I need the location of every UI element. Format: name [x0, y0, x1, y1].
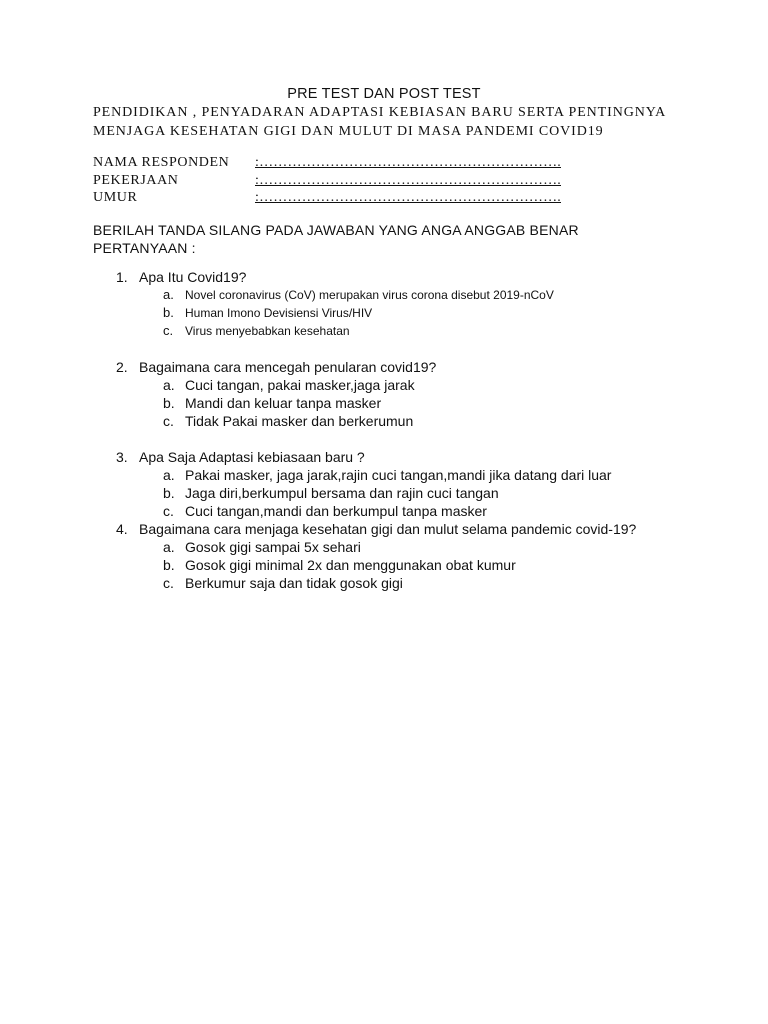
option-list [0, 538, 768, 592]
option-c[interactable] [0, 574, 768, 592]
document-subtitle [93, 104, 733, 141]
option-text: Pakai masker, jaga jarak,rajin cuci tangan,mandi jika datang dari luar [185, 467, 612, 483]
field-pekerjaan [93, 172, 561, 190]
question-3 [0, 448, 768, 520]
option-b[interactable] [0, 304, 768, 322]
instruction-line: BERILAH TANDA SILANG PADA JAWABAN YANG ANGA ANGGAB BENAR [93, 222, 579, 238]
option-letter: a. [163, 287, 174, 302]
option-letter: b. [163, 557, 175, 573]
option-text: Human Imono Devisiensi Virus/HIV [185, 306, 373, 320]
field-blank-line[interactable]: :………………………………………………………. [255, 172, 561, 188]
question-list [0, 268, 768, 592]
question-1 [0, 268, 768, 340]
question-text: Apa Itu Covid19? [139, 269, 247, 285]
field-blank-line[interactable]: :………………………………………………………. [255, 155, 561, 170]
field-blank-line[interactable]: :………………………………………………………. [255, 190, 561, 205]
field-nama-responden [93, 154, 561, 172]
option-letter: a. [163, 539, 175, 555]
question-number: 3. [116, 449, 128, 465]
option-list [0, 376, 768, 430]
option-a[interactable] [0, 376, 768, 394]
question-number: 4. [116, 521, 128, 537]
option-b[interactable] [0, 556, 768, 574]
option-letter: a. [163, 377, 175, 393]
option-letter: b. [163, 305, 174, 320]
option-text: Virus menyebabkan kesehatan [185, 324, 350, 338]
field-label: NAMA RESPONDEN [93, 155, 230, 170]
spacer [0, 430, 768, 448]
respondent-fields [93, 154, 561, 207]
option-c[interactable] [0, 502, 768, 520]
option-text: Tidak Pakai masker dan berkerumun [185, 413, 414, 429]
question-row [0, 520, 679, 538]
option-letter: c. [163, 575, 174, 591]
question-4 [0, 520, 768, 592]
option-letter: c. [163, 413, 174, 429]
option-letter: c. [163, 503, 174, 519]
question-number: 2. [116, 359, 128, 375]
option-letter: a. [163, 467, 175, 483]
option-letter: b. [163, 395, 175, 411]
option-text: Gosok gigi sampai 5x sehari [185, 539, 361, 555]
option-text: Cuci tangan, pakai masker,jaga jarak [185, 377, 415, 393]
question-row [0, 268, 679, 286]
option-a[interactable] [0, 286, 768, 304]
option-c[interactable] [0, 412, 768, 430]
option-text: Cuci tangan,mandi dan berkumpul tanpa masker [185, 503, 487, 519]
field-label: UMUR [93, 190, 138, 205]
option-b[interactable] [0, 394, 768, 412]
instruction [93, 222, 733, 257]
instruction-line: PERTANYAAN : [93, 239, 196, 256]
question-number: 1. [116, 269, 128, 285]
option-text: Jaga diri,berkumpul bersama dan rajin cuci tangan [185, 485, 499, 501]
subtitle-line: PENDIDIKAN , PENYADARAN ADAPTASI KEBIASAN BARU SERTA PENTINGNYA [93, 105, 667, 120]
field-umur [93, 189, 561, 207]
subtitle-line: MENJAGA KESEHATAN GIGI DAN MULUT DI MASA PANDEMI COVID19 [93, 123, 604, 139]
question-text: Bagaimana cara mencegah penularan covid19? [139, 359, 437, 375]
question-row [0, 448, 679, 466]
question-2 [0, 358, 768, 430]
option-text: Mandi dan keluar tanpa masker [185, 395, 382, 411]
option-text: Berkumur saja dan tidak gosok gigi [185, 575, 403, 591]
option-a[interactable] [0, 538, 768, 556]
option-text: Novel coronavirus (CoV) merupakan virus corona disebut 2019-nCoV [185, 288, 554, 302]
option-list [0, 286, 768, 340]
option-c[interactable] [0, 322, 768, 340]
option-letter: b. [163, 485, 175, 501]
question-text: Apa Saja Adaptasi kebiasaan baru ? [139, 449, 365, 465]
option-list [0, 466, 768, 520]
field-label: PEKERJAAN [93, 172, 179, 188]
option-a[interactable] [0, 466, 768, 484]
question-row [0, 358, 679, 376]
option-text: Gosok gigi minimal 2x dan menggunakan obat kumur [185, 557, 516, 573]
document-title: PRE TEST DAN POST TEST [287, 86, 481, 102]
spacer [0, 340, 768, 358]
question-text: Bagaimana cara menjaga kesehatan gigi dan mulut selama pandemic covid-19? [139, 521, 637, 537]
option-b[interactable] [0, 484, 768, 502]
option-letter: c. [163, 323, 174, 338]
